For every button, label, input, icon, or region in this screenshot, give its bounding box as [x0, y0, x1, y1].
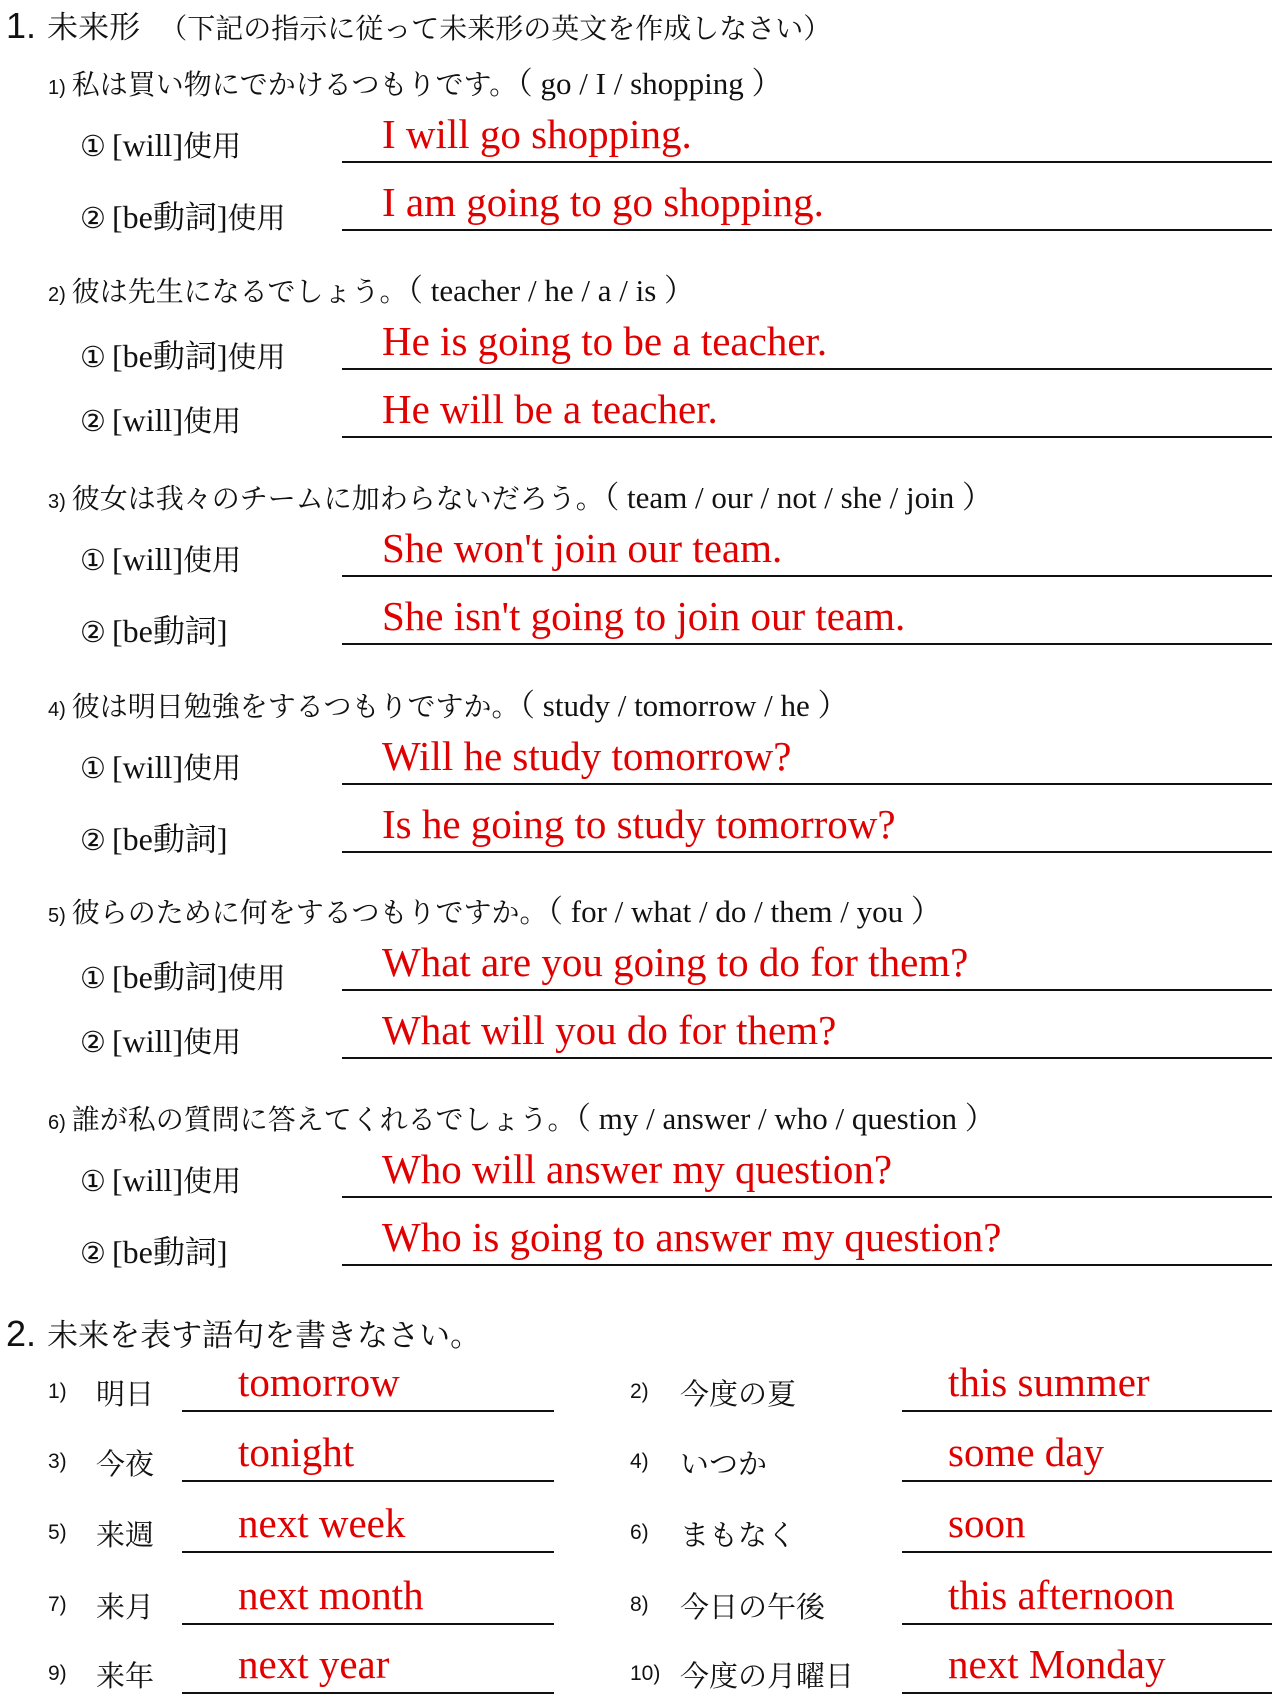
item-mark: ① [80, 129, 106, 163]
item-tag: [be動詞] [112, 338, 228, 374]
phrase-japanese: 明日 [96, 1377, 155, 1411]
question-japanese: 彼らのために何をするつもりですか。 [71, 896, 548, 929]
item-label [80, 606, 228, 652]
question-number: 1) [48, 77, 66, 99]
item-mark: ① [80, 961, 106, 995]
question-word-hints: （ my / answer / who / question ） [575, 1101, 996, 1136]
phrase-japanese: 来月 [96, 1590, 155, 1624]
phrase-answer-line [182, 1410, 554, 1412]
phrase-answer[interactable]: this afternoon [948, 1572, 1175, 1618]
item-mark: ② [80, 823, 106, 857]
answer-text[interactable]: I am going to go shopping. [382, 179, 824, 225]
phrase-answer-line [182, 1623, 554, 1625]
item-mark: ② [80, 615, 106, 649]
item-suffix: 使用 [183, 751, 242, 785]
item-mark: ① [80, 340, 106, 374]
item-mark: ② [80, 201, 106, 235]
item-tag: [be動詞] [112, 613, 228, 649]
answer-line [342, 436, 1272, 438]
phrase-japanese: 来週 [96, 1518, 155, 1552]
phrase-answer-line [902, 1692, 1272, 1694]
item-label [80, 124, 241, 165]
item-label [80, 746, 241, 787]
question-word-hints: （ study / tomorrow / he ） [519, 688, 849, 723]
answer-text[interactable]: She isn't going to join our team. [382, 593, 906, 639]
item-suffix: 使用 [227, 340, 286, 374]
phrase-answer[interactable]: tonight [238, 1429, 355, 1475]
item-tag: [will] [112, 749, 184, 785]
answer-line [342, 229, 1272, 231]
phrase-number: 4) [630, 1450, 649, 1473]
phrase-number: 10) [630, 1662, 661, 1685]
section1-title: 未来形 [47, 10, 141, 46]
phrase-number: 7) [48, 1593, 67, 1616]
answer-text[interactable]: Is he going to study tomorrow? [382, 801, 896, 847]
phrase-japanese: 今度の月曜日 [680, 1659, 855, 1693]
question-word-hints: （ teacher / he / a / is ） [407, 273, 696, 308]
answer-line [342, 161, 1272, 163]
item-mark: ② [80, 1025, 106, 1059]
item-tag: [will] [112, 127, 184, 163]
item-label [80, 538, 241, 579]
section2-title: 未来を表す語句を書きなさい。 [47, 1318, 482, 1354]
phrase-answer-line [182, 1692, 554, 1694]
answer-text[interactable]: He is going to be a teacher. [382, 318, 828, 364]
question-japanese: 私は買い物にでかけるつもりです。 [71, 68, 518, 101]
item-label [80, 399, 241, 440]
phrase-answer[interactable]: next month [238, 1572, 424, 1618]
item-suffix: 使用 [183, 543, 242, 577]
item-mark: ② [80, 404, 106, 438]
answer-line [342, 1196, 1272, 1198]
item-tag: [be動詞] [112, 199, 228, 235]
phrase-japanese: まもなく [680, 1518, 797, 1552]
item-tag: [be動詞] [112, 1234, 228, 1270]
question-number: 6) [48, 1112, 66, 1134]
question-word-hints: （ for / what / do / them / you ） [547, 894, 942, 929]
phrase-answer-line [182, 1480, 554, 1482]
answer-text[interactable]: She won't join our team. [382, 525, 783, 571]
section2-number: 2. [6, 1313, 37, 1354]
item-suffix: 使用 [227, 201, 286, 235]
section1-number: 1. [6, 5, 37, 46]
item-mark: ① [80, 751, 106, 785]
item-label [80, 192, 286, 238]
answer-line [342, 783, 1272, 785]
item-mark: ① [80, 543, 106, 577]
question-1-prompt [48, 58, 783, 103]
answer-text[interactable]: Will he study tomorrow? [382, 733, 792, 779]
phrase-answer-line [902, 1551, 1272, 1553]
answer-text[interactable]: Who is going to answer my question? [382, 1214, 1002, 1260]
phrase-number: 5) [48, 1521, 67, 1544]
question-number: 5) [48, 905, 66, 927]
phrase-number: 1) [48, 1380, 67, 1403]
answer-text[interactable]: What will you do for them? [382, 1007, 837, 1053]
item-mark: ② [80, 1236, 106, 1270]
phrase-answer[interactable]: next year [238, 1641, 390, 1687]
phrase-number: 2) [630, 1380, 649, 1403]
phrase-japanese: 今度の夏 [680, 1377, 797, 1411]
question-3-prompt [48, 472, 993, 517]
phrase-number: 8) [630, 1593, 649, 1616]
question-6-prompt [48, 1093, 996, 1138]
phrase-answer[interactable]: next week [238, 1500, 406, 1546]
answer-line [342, 368, 1272, 370]
phrase-number: 6) [630, 1521, 649, 1544]
phrase-answer[interactable]: some day [948, 1429, 1104, 1475]
answer-text[interactable]: I will go shopping. [382, 111, 692, 157]
phrase-japanese: いつか [680, 1447, 768, 1481]
phrase-japanese: 今夜 [96, 1447, 155, 1481]
section2-header [6, 1310, 481, 1355]
phrase-answer[interactable]: this summer [948, 1359, 1150, 1405]
question-2-prompt [48, 265, 695, 310]
item-suffix: 使用 [183, 129, 242, 163]
phrase-answer-line [902, 1410, 1272, 1412]
phrase-number: 3) [48, 1450, 67, 1473]
question-japanese: 彼は先生になるでしょう。 [71, 275, 408, 308]
phrase-japanese: 今日の午後 [680, 1590, 826, 1624]
phrase-answer[interactable]: soon [948, 1500, 1026, 1546]
answer-text[interactable]: What are you going to do for them? [382, 939, 969, 985]
item-suffix: 使用 [183, 404, 242, 438]
answer-text[interactable]: He will be a teacher. [382, 386, 718, 432]
item-tag: [will] [112, 1162, 184, 1198]
item-suffix: 使用 [183, 1025, 242, 1059]
item-label [80, 952, 286, 998]
phrase-japanese: 来年 [96, 1659, 155, 1693]
item-mark: ① [80, 1164, 106, 1198]
phrase-answer-line [902, 1480, 1272, 1482]
item-suffix: 使用 [183, 1164, 242, 1198]
phrase-answer[interactable]: tomorrow [238, 1359, 400, 1405]
question-number: 2) [48, 284, 66, 306]
question-5-prompt [48, 886, 942, 931]
answer-line [342, 643, 1272, 645]
item-label [80, 814, 228, 860]
item-label [80, 1020, 241, 1061]
answer-line [342, 1264, 1272, 1266]
answer-line [342, 575, 1272, 577]
answer-line [342, 851, 1272, 853]
phrase-number: 9) [48, 1662, 67, 1685]
phrase-answer[interactable]: next Monday [948, 1641, 1166, 1687]
question-japanese: 彼女は我々のチームに加わらないだろう。 [71, 482, 604, 515]
phrase-answer-line [182, 1551, 554, 1553]
question-4-prompt [48, 680, 848, 725]
phrase-answer-line [902, 1623, 1272, 1625]
item-suffix: 使用 [227, 961, 286, 995]
answer-line [342, 1057, 1272, 1059]
item-tag: [will] [112, 1023, 184, 1059]
item-label [80, 1159, 241, 1200]
item-tag: [will] [112, 541, 184, 577]
question-japanese: 誰が私の質問に答えてくれるでしょう。 [71, 1103, 576, 1136]
item-label [80, 331, 286, 377]
answer-text[interactable]: Who will answer my question? [382, 1146, 893, 1192]
item-label [80, 1227, 228, 1273]
section1-header [6, 2, 831, 47]
question-number: 3) [48, 491, 66, 513]
answer-line [342, 989, 1272, 991]
question-word-hints: （ team / our / not / she / join ） [603, 480, 993, 515]
item-tag: [will] [112, 402, 184, 438]
question-number: 4) [48, 699, 66, 721]
item-tag: [be動詞] [112, 959, 228, 995]
question-japanese: 彼は明日勉強をするつもりですか。 [71, 690, 520, 723]
section1-instruction: （下記の指示に従って未来形の英文を作成しなさい） [159, 12, 832, 45]
question-word-hints: （ go / I / shopping ） [517, 66, 783, 101]
item-tag: [be動詞] [112, 821, 228, 857]
